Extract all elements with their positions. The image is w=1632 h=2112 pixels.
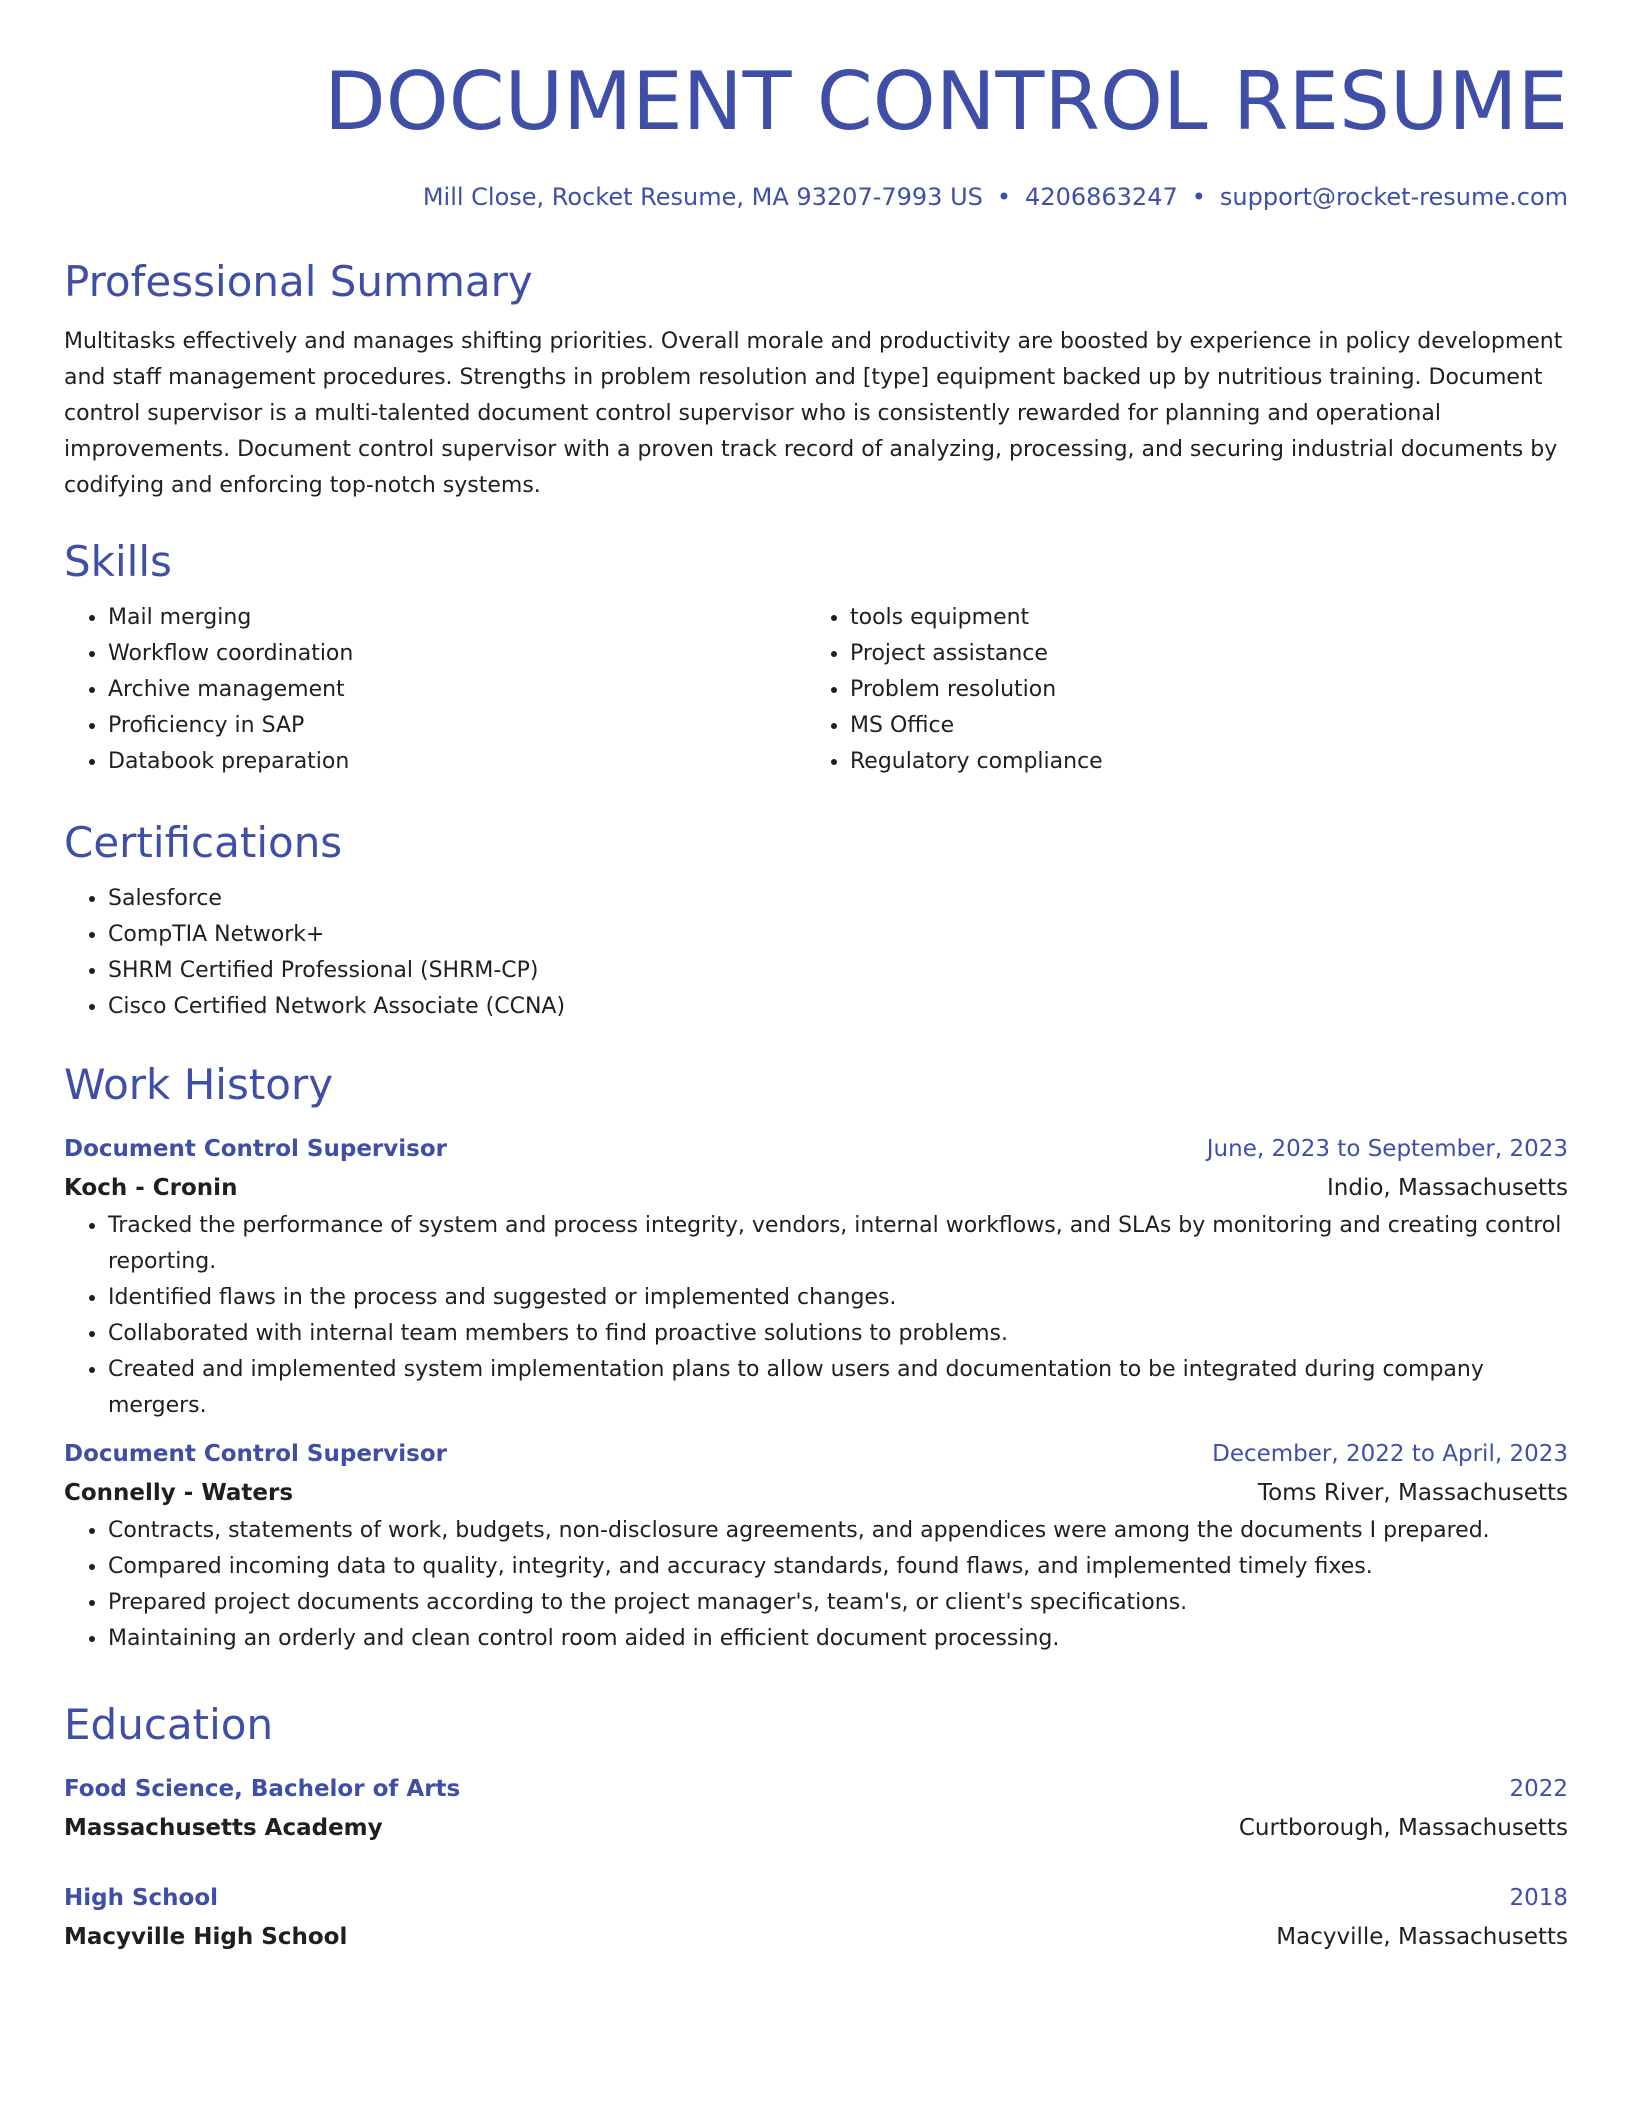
education-entry: [64, 1770, 1568, 1848]
job-bullet: • Created and implemented system implementation plans to allow users and documentation to be integrated during company mergers.: [108, 1352, 1568, 1424]
school-name: Macyville High School: [64, 1924, 348, 1950]
graduation-year: 2022: [1509, 1776, 1568, 1802]
certifications-section: [64, 815, 1568, 1025]
resume-page: [64, 0, 1568, 1950]
summary-section: [64, 254, 1568, 504]
skills-column-left: [64, 600, 806, 780]
summary-heading: Professional Summary: [64, 257, 533, 306]
degree-title: High School: [64, 1885, 219, 1911]
school-location: Curtborough, Massachusetts: [1238, 1815, 1568, 1841]
job-entry: [64, 1435, 1568, 1657]
certification-item: • SHRM Certified Professional (SHRM-CP): [108, 953, 1568, 989]
job-bullet: • Tracked the performance of system and process integrity, vendors, internal workflows, and SLAs by monitoring and creating control reporting.: [108, 1208, 1568, 1280]
certification-item: • Salesforce: [108, 881, 1568, 917]
skill-item: • Mail merging: [108, 600, 806, 636]
job-location: Indio, Massachusetts: [1327, 1175, 1568, 1201]
separator-dot: •: [1191, 183, 1206, 211]
skill-item: • Regulatory compliance: [850, 744, 1548, 780]
company-name: Koch - Cronin: [64, 1175, 238, 1201]
job-title: Document Control Supervisor: [64, 1136, 447, 1162]
skills-section: [64, 534, 1568, 780]
work-history-heading: Work History: [64, 1060, 334, 1109]
phone-text: 4206863247: [1025, 183, 1178, 211]
certifications-list: [64, 881, 1568, 1025]
job-bullet: • Maintaining an orderly and clean control room aided in efficient document processing.: [108, 1621, 1568, 1657]
job-location: Toms River, Massachusetts: [1257, 1480, 1568, 1506]
skills-grid: [64, 600, 1568, 780]
school-name: Massachusetts Academy: [64, 1815, 383, 1841]
certification-item: • CompTIA Network+: [108, 917, 1568, 953]
job-dates: December, 2022 to April, 2023: [1212, 1441, 1568, 1467]
company-name: Connelly - Waters: [64, 1480, 294, 1506]
job-entry: [64, 1130, 1568, 1424]
school-location: Macyville, Massachusetts: [1276, 1924, 1568, 1950]
skill-item: • Databook preparation: [108, 744, 806, 780]
resume-title: DOCUMENT CONTROL RESUME: [324, 55, 1568, 148]
degree-title: Food Science, Bachelor of Arts: [64, 1776, 461, 1802]
resume-header: [64, 0, 1568, 214]
skill-item: • Problem resolution: [850, 672, 1548, 708]
certifications-heading: Certifications: [64, 818, 343, 867]
email-text: support@rocket-resume.com: [1219, 183, 1568, 211]
job-bullets: [64, 1513, 1568, 1657]
skills-heading: Skills: [64, 537, 172, 586]
education-heading: Education: [64, 1700, 274, 1749]
job-title: Document Control Supervisor: [64, 1441, 447, 1467]
job-dates: June, 2023 to September, 2023: [1206, 1136, 1568, 1162]
address-text: Mill Close, Rocket Resume, MA 93207-7993 US: [422, 183, 983, 211]
skill-item: • Project assistance: [850, 636, 1548, 672]
education-section: [64, 1697, 1568, 1753]
skill-item: • MS Office: [850, 708, 1548, 744]
education-entry: [64, 1879, 1568, 1957]
summary-paragraph: Multitasks effectively and manages shifting priorities. Overall morale and productivity are boosted by experience in policy development and staff management procedures. Strengths in problem resolution and [type] equipment backed up by nutritious training. Document control supervisor is a multi-talented document control supervisor who is consistently rewarded for planning and operational improvements. Document control supervisor with a proven track record of analyzing, processing, and securing industrial documents by codifying and enforcing top-notch systems.: [64, 329, 1563, 498]
job-bullets: [64, 1208, 1568, 1424]
skill-item: • tools equipment: [850, 600, 1548, 636]
work-history-section: [64, 1057, 1568, 1113]
skills-column-right: [806, 600, 1548, 780]
contact-line: [64, 180, 1568, 214]
skill-item: • Proficiency in SAP: [108, 708, 806, 744]
job-bullet: • Contracts, statements of work, budgets, non-disclosure agreements, and appendices were among the documents I prepared.: [108, 1513, 1568, 1549]
job-bullet: • Collaborated with internal team members to find proactive solutions to problems.: [108, 1316, 1568, 1352]
skill-item: • Archive management: [108, 672, 806, 708]
graduation-year: 2018: [1509, 1885, 1568, 1911]
separator-dot: •: [996, 183, 1012, 211]
certification-item: • Cisco Certified Network Associate (CCNA): [108, 989, 1568, 1025]
job-bullet: • Identified flaws in the process and suggested or implemented changes.: [108, 1280, 1568, 1316]
job-bullet: • Prepared project documents according to the project manager's, team's, or client's specifications.: [108, 1585, 1568, 1621]
skill-item: • Workflow coordination: [108, 636, 806, 672]
job-bullet: • Compared incoming data to quality, integrity, and accuracy standards, found flaws, and implemented timely fixes.: [108, 1549, 1568, 1585]
